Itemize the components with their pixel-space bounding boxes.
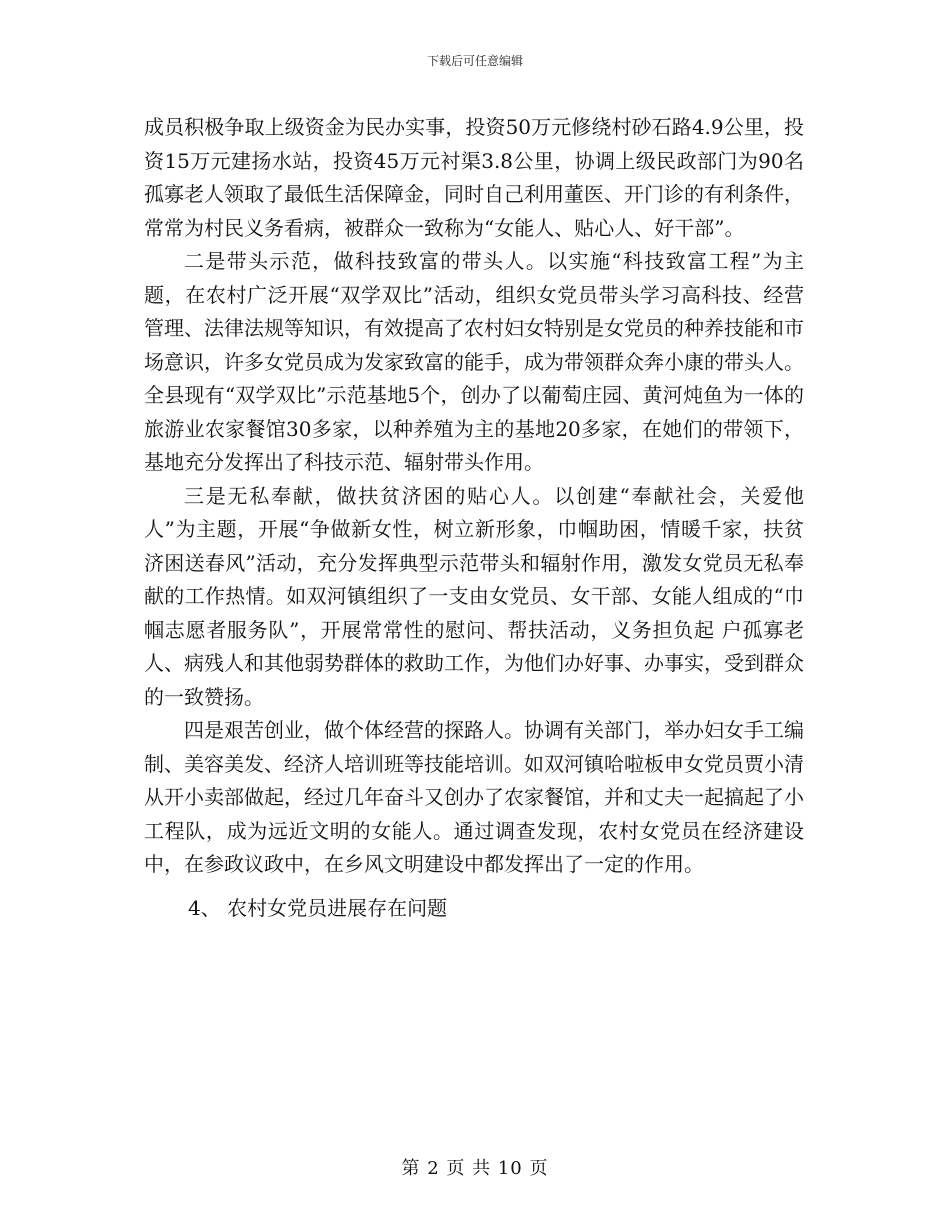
document-body [144,111,804,925]
paragraph-tech-leader: 二是带头示范，做科技致富的带头人。以实施“科技致富工程”为主题，在农村广泛开展“双学双比”活动，组织女党员带头学习高科技、经营管理、法律法规等知识，有效提高了农村妇女特别是女党员的种养技能和市场意识，许多女党员成为发家致富的能手，成为带领群众奔小康的带头人。全县现有“双学双比”示范基地5个，创办了以葡萄庄园、黄河炖鱼为一体的旅游业农家餐馆30多家，以种养殖为主的基地20多家，在她们的带领下，基地充分发挥出了科技示范、辐射带头作用。 [144,249,804,474]
section-heading: 4、 农村女党员进展存在问题 [188,895,448,920]
paragraph-continuation: 成员积极争取上级资金为民办实事，投资50万元修绕村砂石路4.9公里，投资15万元建扬水站，投资45万元衬渠3.8公里，协调上级民政部门为90名孤寡老人领取了最低生活保障金，同时自己利用董医、开门诊的有利条件，常常为村民义务看病，被群众一致称为“女能人、贴心人、好干部”。 [144,115,804,240]
page-footer: 第 2 页 共 10 页 [401,1158,549,1179]
paragraph-poverty-relief: 三是无私奉献，做扶贫济困的贴心人。以创建“奉献社会，关爱他人”为主题，开展“争做新女性，树立新形象，巾帼助困，情暖千家，扶贫济困送春风”活动，充分发挥典型示范带头和辐射作用，激发女党员无私奉献的工作热情。如双河镇组织了一支由女党员、女干部、女能人组成的“巾帼志愿者服务队”，开展常常性的慰问、帮扶活动，义务担负起 户孤寡老人、病残人和其他弱势群体的救助工作，为他们办好事、办事实，受到群众的一致赞扬。 [144,483,804,709]
page-header: 下载后可任意编辑 [426,54,523,68]
paragraph-entrepreneurship: 四是艰苦创业，做个体经营的探路人。协调有关部门，举办妇女手工编制、美容美发、经济人培训班等技能培训。如双河镇哈啦板申女党员贾小清从开小卖部做起，经过几年奋斗又创办了农家餐馆，并和丈夫一起搞起了小工程队，成为远近文明的女能人。通过调查发现，农村女党员在经济建设中，在参政议政中，在乡风文明建设中都发挥出了一定的作用。 [144,718,804,876]
